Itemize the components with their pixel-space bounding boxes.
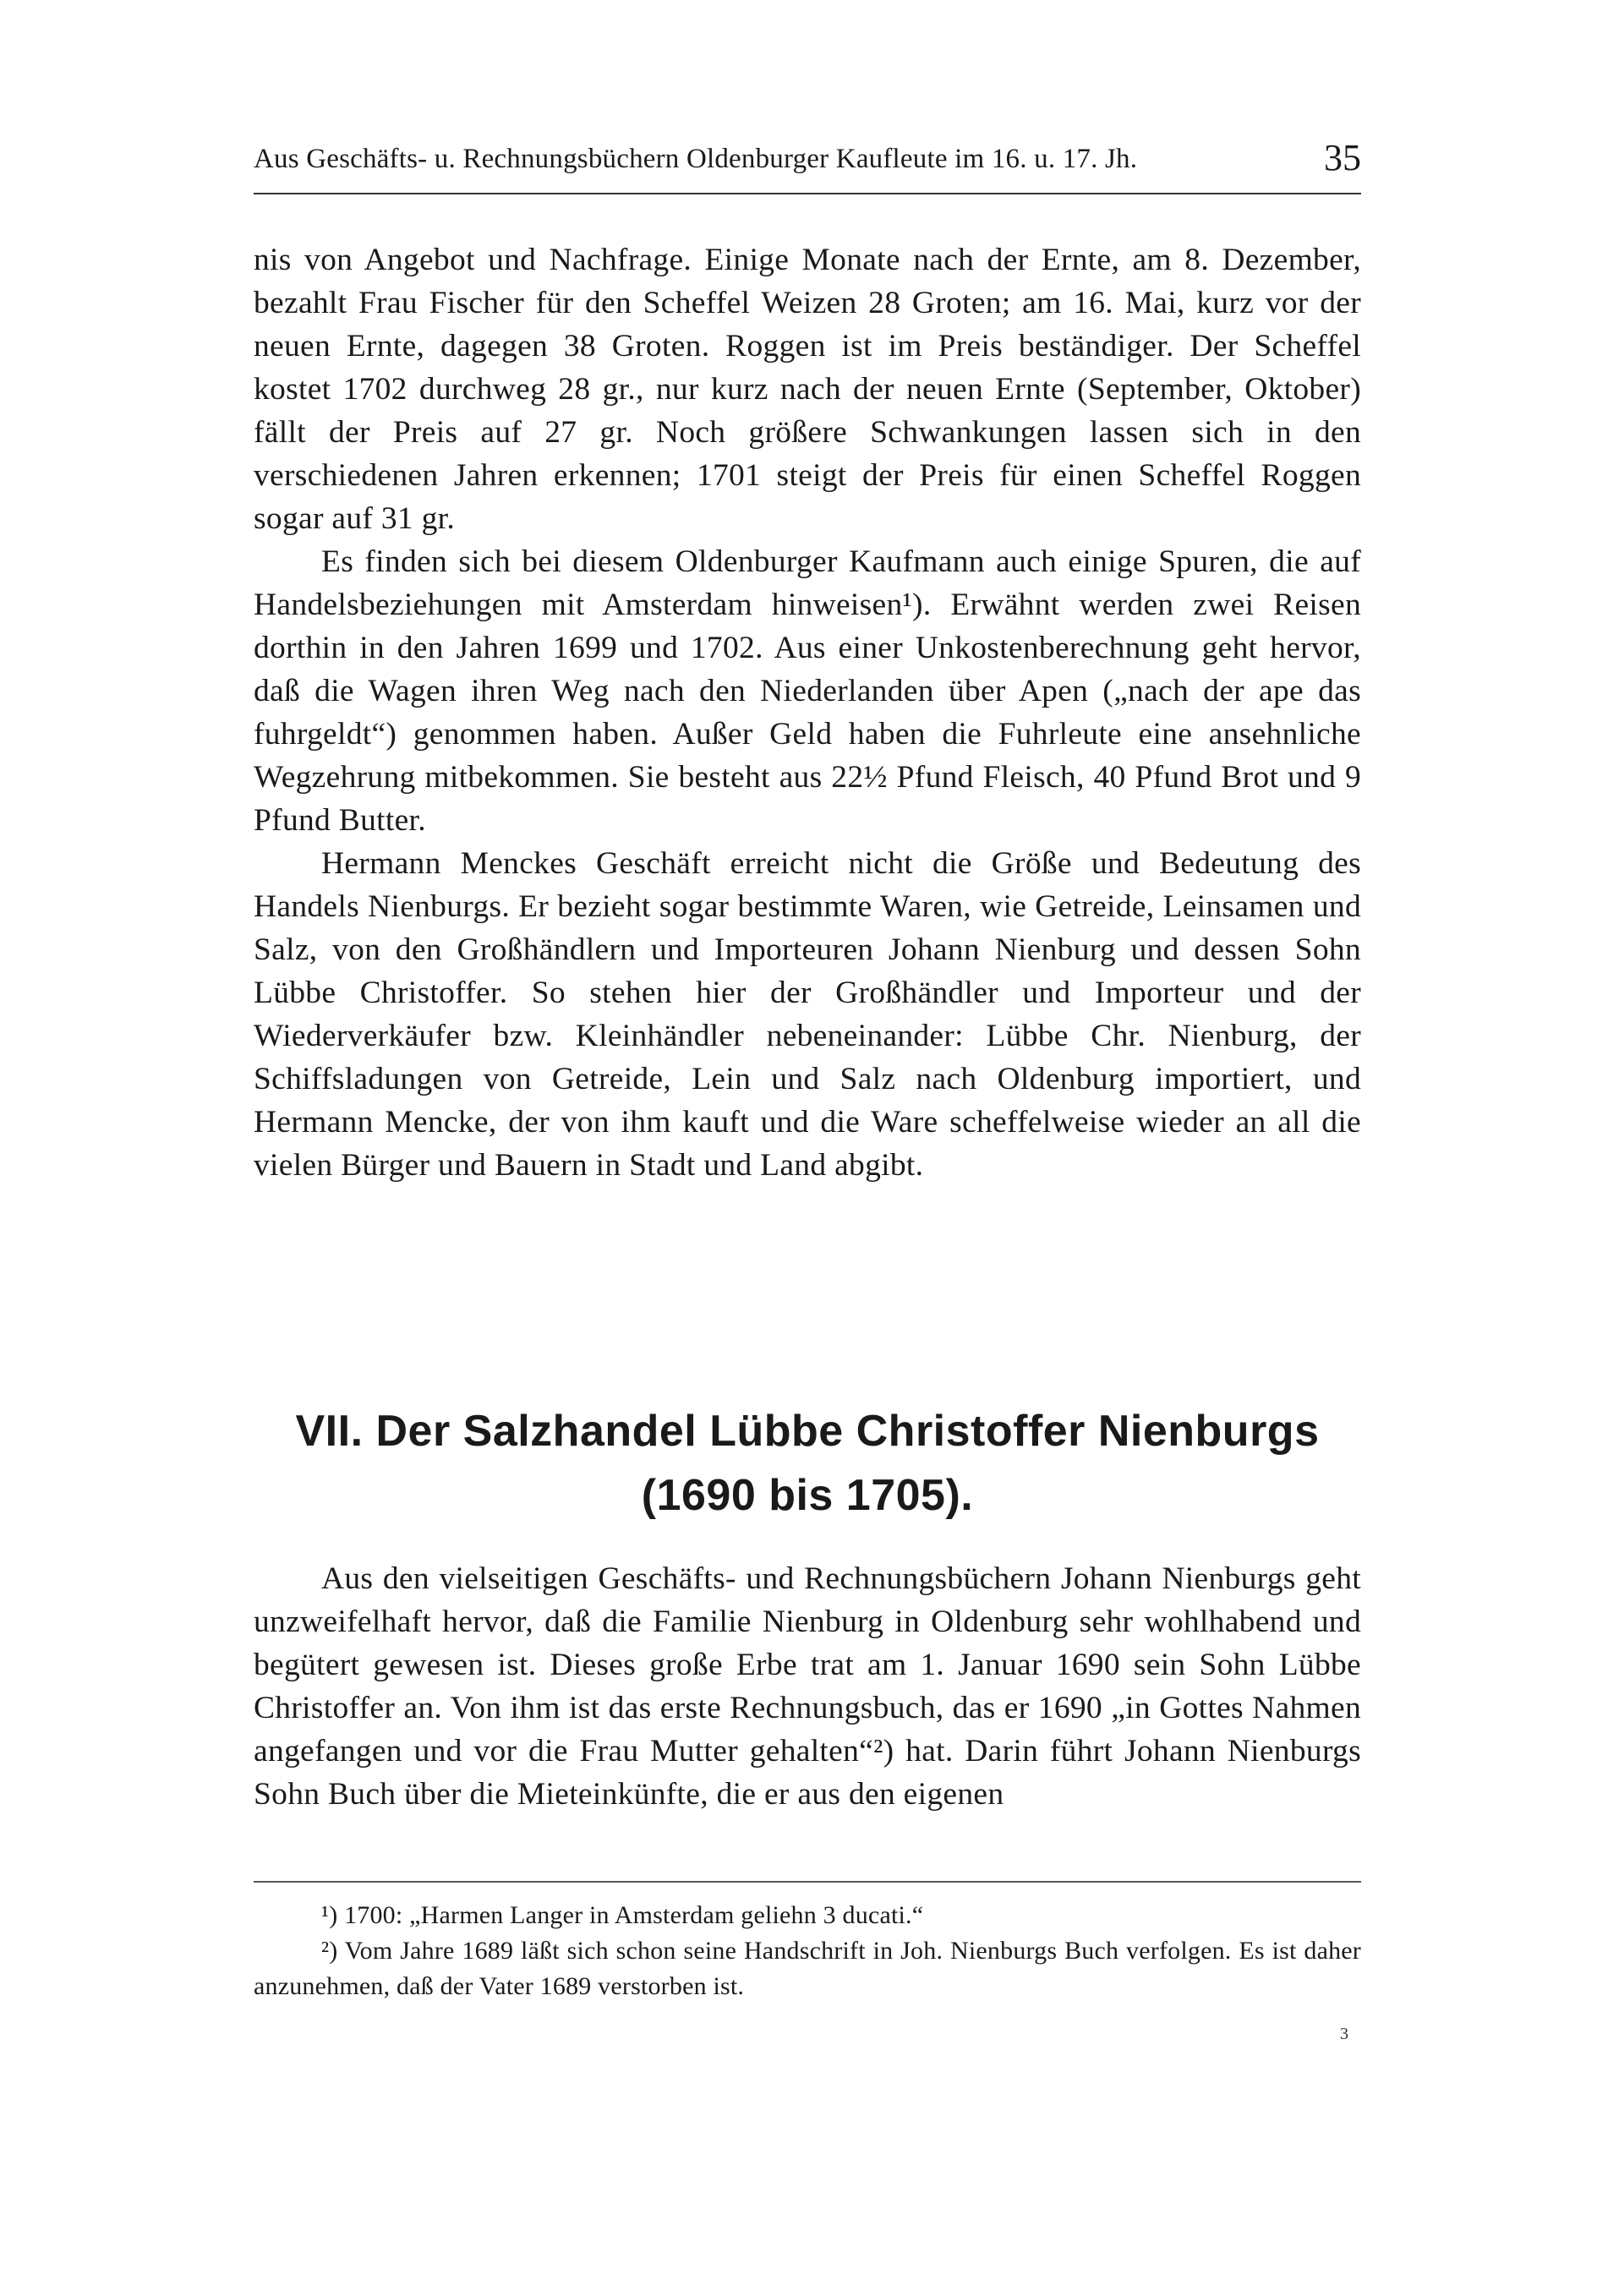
signature-mark: 3 (1340, 2025, 1348, 2043)
body-text-section (254, 1557, 1361, 1816)
body-text-upper (254, 238, 1361, 1187)
section-heading (254, 1399, 1361, 1528)
paragraph: nis von Angebot und Nachfrage. Einige Monate nach der Ernte, am 8. Dezember, bezahlt Frau Fischer für den Scheffel Weizen 28 Groten; am 16. Mai, kurz vor der neuen Ernte, dagegen 38 Groten. Roggen ist im Preis beständiger. Der Scheffel kostet 1702 durchweg 28 gr., nur kurz nach der neuen Ernte (September, Oktober) fällt der Preis auf 27 gr. Noch größere Schwankungen lassen sich in den verschiedenen Jahren erkennen; 1701 steigt der Preis für einen Scheffel Roggen sogar auf 31 gr. (254, 243, 1361, 536)
page-number: 35 (1324, 137, 1361, 178)
paragraph: Aus den vielseitigen Geschäfts- und Rechnungsbüchern Johann Nienburgs geht unzweifelhaft hervor, daß die Familie Nienburg in Oldenburg sehr wohlhabend und begütert gewesen ist. Dieses große Erbe trat am 1. Januar 1690 sein Sohn Lübbe Christoffer an. Von ihm ist das erste Rechnungsbuch, das er 1690 „in Gottes Nahmen angefangen und vor die Frau Mutter gehalten“²) hat. Darin führt Johann Nienburgs Sohn Buch über die Mieteinkünfte, die er aus den eigenen (254, 1561, 1361, 1812)
paragraph: Hermann Menckes Geschäft erreicht nicht die Größe und Bedeutung des Handels Nienburgs. Er bezieht sogar bestimmte Waren, wie Getreide, Leinsamen und Salz, von den Großhändlern und Importeuren Johann Nienburg und dessen Sohn Lübbe Christoffer. So stehen hier der Großhändler und Importeur und der Wiederverkäufer bzw. Kleinhändler nebeneinander: Lübbe Chr. Nienburg, der Schiffsladungen von Getreide, Lein und Salz nach Oldenburg importiert, und Hermann Mencke, der von ihm kauft und die Ware scheffelweise wieder an all die vielen Bürger und Bauern in Stadt und Land abgibt. (254, 846, 1361, 1183)
page-header (254, 137, 1361, 194)
footnotes (254, 1898, 1361, 2004)
footnote-1: ¹) 1700: „Harmen Langer in Amsterdam geliehn 3 ducati.“ (321, 1901, 924, 1929)
footnote-2: ²) Vom Jahre 1689 läßt sich schon seine Handschrift in Joh. Nienburgs Buch verfolgen. Es ist daher anzunehmen, daß der Vater 1689 verstorben ist. (254, 1937, 1361, 2000)
section-heading-line-1: VII. Der Salzhandel Lübbe Christoffer Nienburgs (295, 1407, 1320, 1456)
paragraph: Es finden sich bei diesem Oldenburger Kaufmann auch einige Spuren, die auf Handelsbeziehungen mit Amsterdam hinweisen¹). Erwähnt werden zwei Reisen dorthin in den Jahren 1699 und 1702. Aus einer Unkostenberechnung geht hervor, daß die Wagen ihren Weg nach den Niederlanden über Apen („nach der ape das fuhrgeldt“) genommen haben. Außer Geld haben die Fuhrleute eine ansehnliche Wegzehrung mitbekommen. Sie besteht aus 22½ Pfund Fleisch, 40 Pfund Brot und 9 Pfund Butter. (254, 544, 1361, 838)
section-heading-line-2: (1690 bis 1705). (641, 1471, 974, 1520)
running-title: Aus Geschäfts- u. Rechnungsbüchern Oldenburger Kaufleute im 16. u. 17. Jh. (254, 144, 1138, 174)
footnote-divider (254, 1881, 1361, 1883)
